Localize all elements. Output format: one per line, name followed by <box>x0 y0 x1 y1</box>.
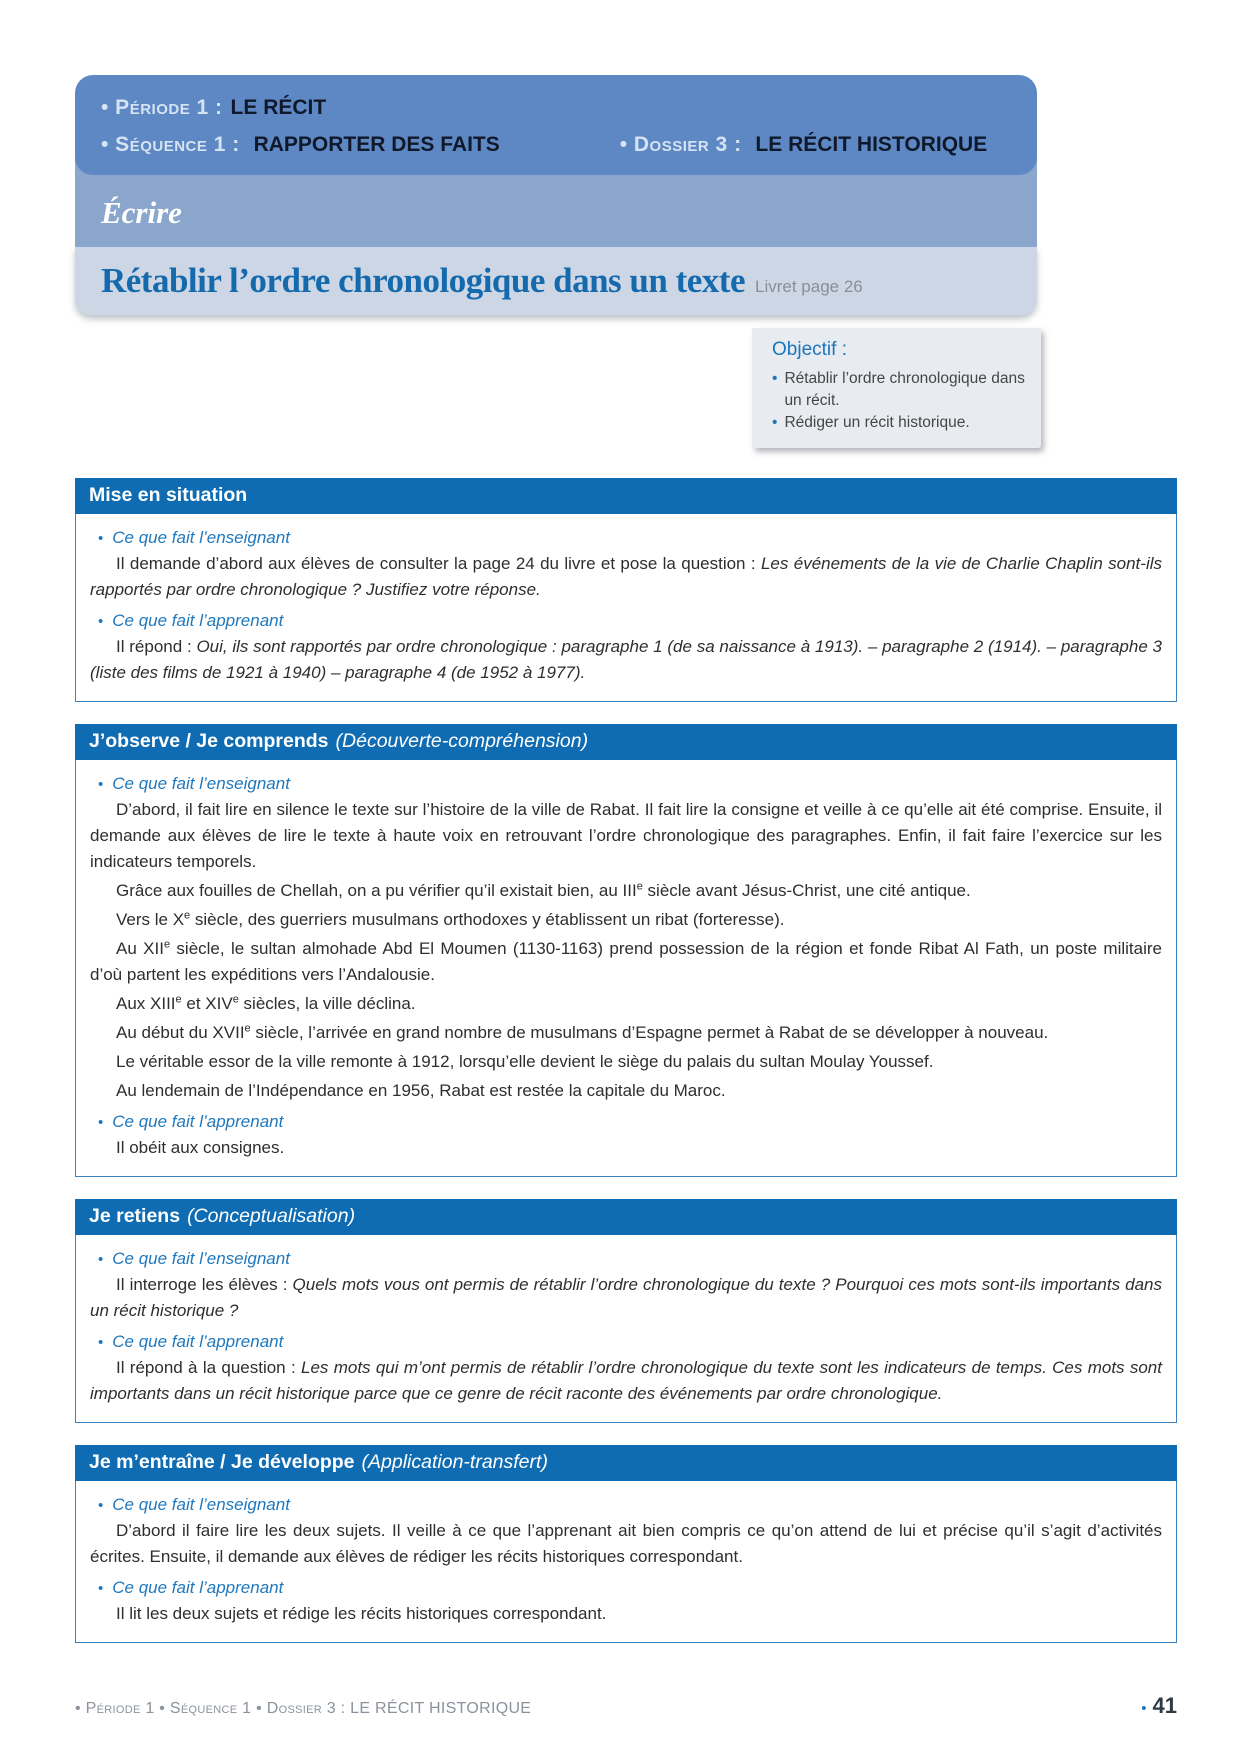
page-number: 41 <box>1152 1693 1177 1718</box>
text-segment: Il obéit aux consignes. <box>116 1138 285 1157</box>
text-segment: et XIV <box>181 994 233 1013</box>
paragraph <box>90 634 1162 686</box>
text-segment: e <box>244 1022 251 1035</box>
booklet-page-note: Livret page 26 <box>755 277 863 296</box>
text-segment: siècle avant Jésus-Christ, une cité antique. <box>642 881 971 900</box>
sequence-prefix: • Séquence 1 : <box>101 133 240 156</box>
role-label-text: Ce que fait l’apprenant <box>112 611 284 630</box>
period-prefix: • Période 1 : <box>101 96 223 119</box>
role-label-teacher <box>92 1495 1162 1515</box>
paragraph <box>90 1272 1162 1324</box>
text-segment: siècle, l’arrivée en grand nombre de musulmans d’Espagne permet à Rabat de se développer à nouveau. <box>250 1023 1049 1042</box>
objective-item-text: Rédiger un récit historique. <box>784 414 970 431</box>
role-label-text: Ce que fait l’apprenant <box>112 1112 284 1131</box>
section-body <box>75 1481 1177 1643</box>
text-segment: Au début du XVII <box>116 1023 245 1042</box>
paragraph <box>90 936 1162 988</box>
breadcrumb: • Période 1 • Séquence 1 • Dossier 3 : LE RÉCIT HISTORIQUE <box>75 1700 532 1717</box>
section-title: Je retiens <box>89 1205 181 1227</box>
dossier-cell <box>620 126 988 163</box>
role-label-text: Ce que fait l’apprenant <box>112 1578 284 1597</box>
text-segment: e <box>163 938 171 951</box>
paragraph <box>90 907 1162 933</box>
text-segment: Au XII <box>116 939 164 958</box>
text-segment: Grâce aux fouilles de Chellah, on a pu vérifier qu’il existait bien, au III <box>116 881 637 900</box>
text-segment: Les mots qui m’ont permis de rétablir l’ordre chronologique du texte sont les indicateurs de temps. Ces mots sont importants dans un récit historique parce que ce genre de récit raconte des événements par ordre chronologique. <box>90 1358 1162 1403</box>
paragraph <box>90 991 1162 1017</box>
bullet-icon: • <box>98 1497 104 1514</box>
header-group <box>75 75 1037 315</box>
text-segment: Il répond : <box>116 637 197 656</box>
bullet-icon: • <box>98 613 104 630</box>
objective-item <box>772 368 1029 412</box>
section-body <box>75 514 1177 702</box>
dossier-prefix: • Dossier 3 : <box>619 133 742 156</box>
page-number-wrap <box>1141 1693 1177 1719</box>
section <box>75 724 1177 1177</box>
role-label-teacher <box>92 528 1162 548</box>
sequence-cell <box>101 126 620 163</box>
text-segment: siècles, la ville déclina. <box>238 994 416 1013</box>
section-title: J’observe / Je comprends <box>89 730 329 752</box>
role-label-teacher <box>92 774 1162 794</box>
skill-name: Écrire <box>101 195 182 230</box>
role-label-learner <box>92 1332 1162 1352</box>
bullet-icon: • <box>772 370 778 387</box>
role-label-text: Ce que fait l’enseignant <box>112 1249 290 1268</box>
text-segment: Aux XIII <box>116 994 176 1013</box>
sections <box>75 478 1177 1643</box>
bullet-icon: • <box>772 414 778 431</box>
text-segment: Il interroge les élèves : <box>116 1275 293 1294</box>
section-subtitle: (Application-transfert) <box>361 1451 548 1473</box>
bullet-icon: • <box>98 1114 104 1131</box>
page-title: Rétablir l’ordre chronologique dans un texte <box>101 261 745 300</box>
text-segment: Il demande d’abord aux élèves de consulter la page 24 du livre et pose la question : <box>116 554 761 573</box>
paragraph <box>90 1601 1162 1627</box>
section-body <box>75 760 1177 1177</box>
section <box>75 1445 1177 1643</box>
role-label-learner <box>92 1578 1162 1598</box>
bullet-icon: • <box>98 530 104 547</box>
text-segment: e <box>184 909 191 922</box>
role-label-teacher <box>92 1249 1162 1269</box>
header-banner <box>75 75 1037 175</box>
role-label-learner <box>92 611 1162 631</box>
bullet-icon: • <box>98 1580 104 1597</box>
section-subtitle: (Conceptualisation) <box>187 1205 356 1227</box>
paragraph <box>90 1020 1162 1046</box>
dossier-label: LE RÉCIT HISTORIQUE <box>755 133 988 156</box>
text-segment: Les événements de la vie de Charlie Chaplin sont-ils rapportés par ordre chronologique ? Justifiez votre réponse. <box>90 554 1162 599</box>
paragraph <box>90 878 1162 904</box>
header-row-1 <box>101 89 1011 126</box>
period-label: LE RÉCIT <box>230 96 327 119</box>
role-label-learner <box>92 1112 1162 1132</box>
role-label-text: Ce que fait l’enseignant <box>112 774 290 793</box>
section-header-bar <box>75 478 1177 514</box>
text-segment: e <box>636 880 643 893</box>
objective-box <box>752 328 1041 448</box>
title-band <box>75 247 1037 315</box>
bullet-icon: • <box>98 776 104 793</box>
section <box>75 478 1177 702</box>
text-segment: D’abord il faire lire les deux sujets. Il veille à ce que l’apprenant ait bien compris ce qu’on attend de lui et précise qu’il s’agit d’activités écrites. Ensuite, il demande aux élèves de rédiger les récits historiques correspondant. <box>90 1521 1162 1566</box>
paragraph <box>90 1518 1162 1570</box>
text-segment: Au lendemain de l’Indépendance en 1956, Rabat est restée la capitale du Maroc. <box>116 1081 726 1100</box>
text-segment: siècle, des guerriers musulmans orthodoxes y établissent un ribat (forteresse). <box>190 910 785 929</box>
page-footer <box>75 1693 1177 1719</box>
text-segment: Oui, ils sont rapportés par ordre chronologique : paragraphe 1 (de sa naissance à 1913). – paragraphe 2 (1914). – paragraphe 3 (liste des films de 1921 à 1940) – paragraphe 4 (de 1952 à 1977). <box>90 637 1163 682</box>
text-segment: Le véritable essor de la ville remonte à 1912, lorsqu’elle devient le siège du palais du sultan Moulay Youssef. <box>116 1052 934 1071</box>
paragraph <box>90 1355 1162 1407</box>
objective-item-text: Rétablir l’ordre chronologique dans un récit. <box>784 370 1025 409</box>
text-segment: Il lit les deux sujets et rédige les récits historiques correspondant. <box>116 1604 607 1623</box>
bullet-icon: • <box>98 1334 104 1351</box>
paragraph <box>90 1078 1162 1104</box>
section-title: Je m’entraîne / Je développe <box>89 1451 355 1473</box>
paragraph <box>90 797 1162 875</box>
paragraph <box>90 1135 1162 1161</box>
text-segment: Il répond à la question : <box>116 1358 301 1377</box>
text-segment: D’abord, il fait lire en silence le texte sur l’histoire de la ville de Rabat. Il fait lire la consigne et veille à ce qu’elle ait été comprise. Ensuite, il demande aux élèves de lire le texte à haute voix en retrouvant l’ordre chronologique des paragraphes. Enfin, il fait faire l’exercice sur les indicateurs temporels. <box>90 800 1162 871</box>
text-segment: siècle, le sultan almohade Abd El Moumen (1130-1163) prend possession de la région et fonde Ribat Al Fath, un poste militaire d’où partent les expéditions vers l’Andalousie. <box>90 939 1162 984</box>
role-label-text: Ce que fait l’enseignant <box>112 528 290 547</box>
section-header-bar <box>75 1199 1177 1235</box>
text-segment: e <box>232 993 239 1006</box>
paragraph <box>90 1049 1162 1075</box>
section-body <box>75 1235 1177 1423</box>
header-row-2 <box>101 126 1011 163</box>
section-title: Mise en situation <box>89 484 248 506</box>
role-label-text: Ce que fait l’apprenant <box>112 1332 284 1351</box>
section-header-bar <box>75 724 1177 760</box>
section-subtitle: (Découverte-compréhension) <box>335 730 589 752</box>
paragraph <box>90 551 1162 603</box>
bullet-icon: • <box>98 1251 104 1268</box>
text-segment: Quels mots vous ont permis de rétablir l’ordre chronologique du texte ? Pourquoi ces mots sont-ils importants dans un récit historique ? <box>90 1275 1162 1320</box>
text-segment: Vers le X <box>116 910 185 929</box>
objective-item <box>772 412 1029 434</box>
section <box>75 1199 1177 1423</box>
role-label-text: Ce que fait l’enseignant <box>112 1495 290 1514</box>
text-segment: e <box>175 993 182 1006</box>
bullet-icon: • <box>1141 1700 1147 1717</box>
section-header-bar <box>75 1445 1177 1481</box>
sequence-label: RAPPORTER DES FAITS <box>253 133 500 156</box>
objective-title: Objectif : <box>772 339 847 360</box>
